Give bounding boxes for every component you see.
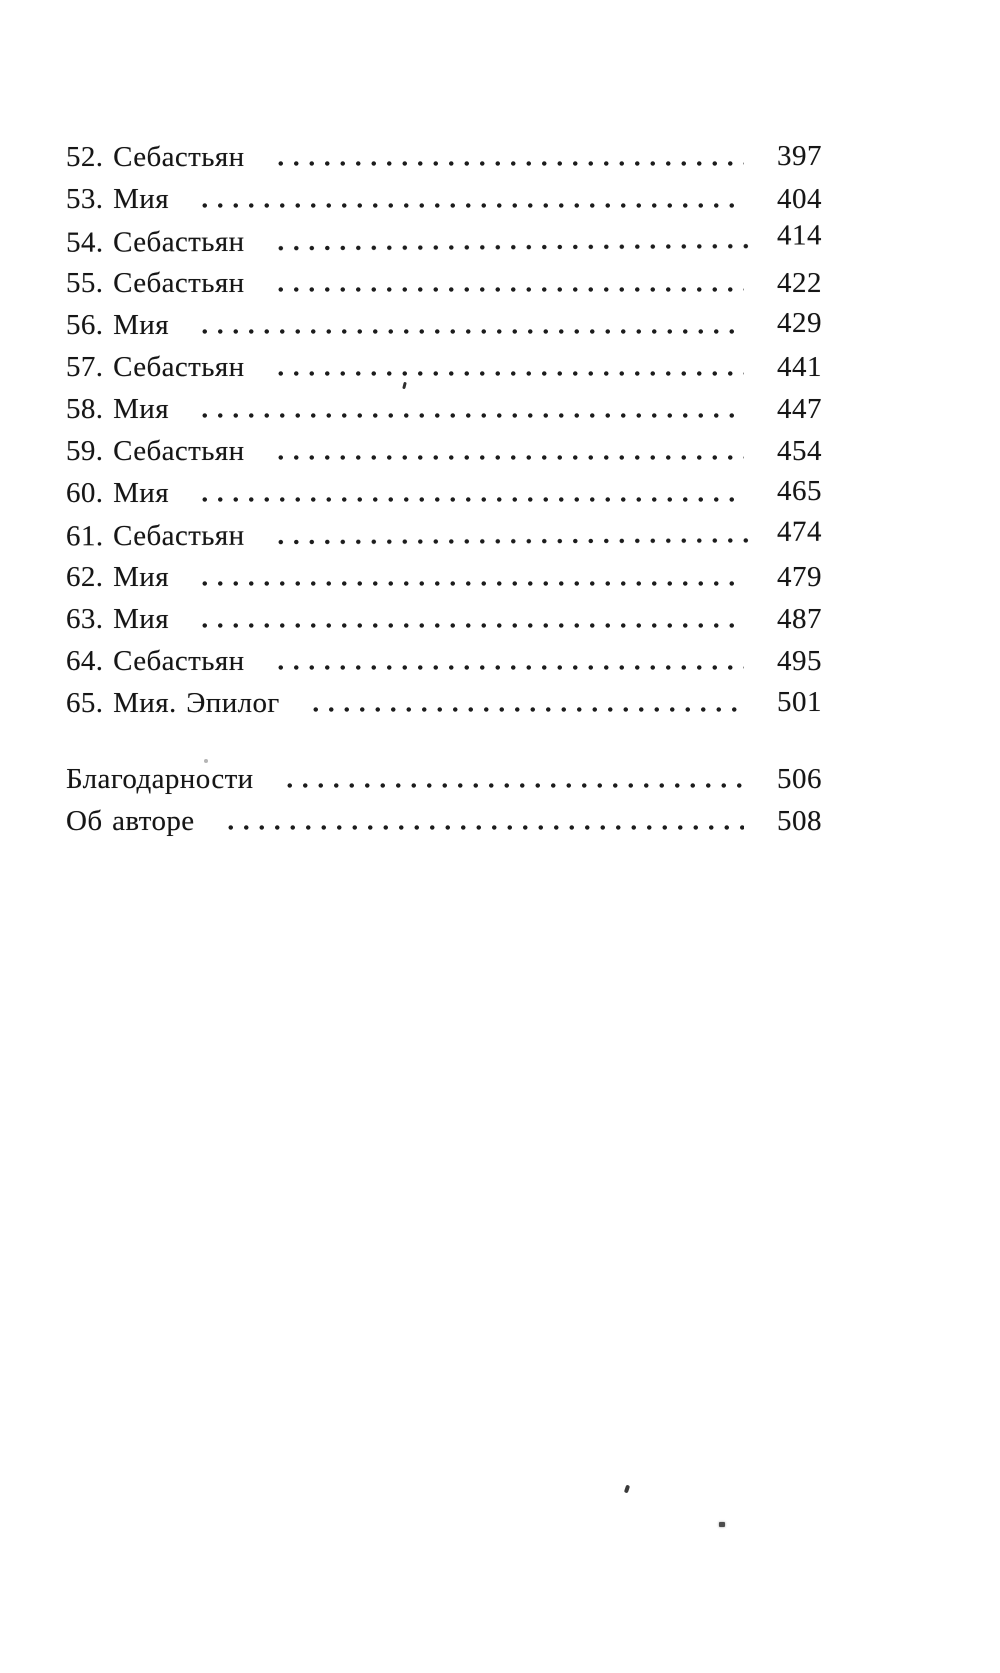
toc-entry-title: 62. Мия bbox=[66, 561, 169, 593]
dot-leader bbox=[197, 413, 744, 418]
toc-entry bbox=[66, 507, 822, 552]
dot-leader bbox=[273, 287, 744, 292]
toc-entry-page: 474 bbox=[776, 515, 823, 548]
toc-entry-title: Об авторе bbox=[66, 805, 195, 837]
toc-entry bbox=[66, 424, 822, 466]
toc-entry bbox=[66, 130, 822, 172]
toc-entry-title: 63. Мия bbox=[66, 603, 169, 635]
dot-leader bbox=[273, 371, 744, 376]
toc-entry bbox=[66, 676, 822, 718]
toc-entry-page: 508 bbox=[777, 805, 822, 837]
toc-entry-page: 422 bbox=[777, 267, 822, 299]
toc-entry-page: 479 bbox=[777, 561, 822, 593]
scan-speck bbox=[204, 759, 208, 763]
toc-entry-page: 506 bbox=[777, 763, 822, 795]
toc-entry-page: 495 bbox=[777, 645, 822, 677]
toc-entry-page: 441 bbox=[777, 351, 822, 383]
toc-entry bbox=[66, 298, 822, 340]
toc-entry-page: 454 bbox=[777, 435, 822, 467]
dot-leader bbox=[197, 581, 744, 586]
toc-entry bbox=[66, 550, 822, 592]
toc-backmatter-list bbox=[66, 752, 822, 836]
toc-entry bbox=[66, 340, 822, 382]
dot-leader bbox=[273, 244, 756, 251]
toc-entry-title: 65. Мия. Эпилог bbox=[66, 687, 280, 719]
dot-leader bbox=[282, 783, 744, 788]
toc-entry-title: 58. Мия bbox=[66, 393, 169, 425]
dot-leader bbox=[273, 665, 744, 670]
dot-leader bbox=[197, 329, 744, 334]
dot-leader bbox=[273, 161, 744, 166]
toc-entry-title: 52. Себастьян bbox=[66, 141, 245, 173]
toc-entry-page: 404 bbox=[777, 183, 822, 215]
dot-leader bbox=[273, 538, 754, 545]
dot-leader bbox=[308, 707, 744, 712]
toc-entry-page: 414 bbox=[776, 219, 823, 252]
toc-entry bbox=[66, 382, 822, 424]
toc-entry-title: 53. Мия bbox=[66, 183, 169, 215]
toc-entry-page: 487 bbox=[777, 603, 822, 635]
dot-leader bbox=[223, 825, 744, 830]
toc-entry-title: 56. Мия bbox=[66, 309, 169, 341]
scan-speck bbox=[624, 1485, 630, 1494]
dot-leader bbox=[197, 623, 744, 628]
toc-entry-page: 447 bbox=[777, 393, 822, 425]
toc-entry-page: 397 bbox=[777, 140, 822, 172]
toc-entry bbox=[66, 466, 822, 508]
toc-entry bbox=[66, 794, 822, 836]
toc-entry bbox=[66, 634, 822, 676]
toc-entry-title: 59. Себастьян bbox=[66, 435, 245, 467]
toc-entry bbox=[66, 212, 822, 257]
toc-entry-title: 61. Себастьян bbox=[65, 519, 245, 553]
toc-entry bbox=[66, 172, 822, 214]
dot-leader bbox=[197, 203, 744, 208]
dot-leader bbox=[273, 455, 744, 460]
toc-entry-title: 57. Себастьян bbox=[66, 351, 245, 383]
toc-chapter-list bbox=[66, 130, 822, 718]
dot-leader bbox=[197, 497, 744, 502]
scan-speck bbox=[719, 1522, 725, 1527]
toc-entry-title: 64. Себастьян bbox=[66, 645, 245, 677]
toc-entry-page: 465 bbox=[777, 475, 822, 507]
toc-entry bbox=[66, 752, 822, 794]
toc-entry bbox=[66, 256, 822, 298]
table-of-contents bbox=[66, 130, 822, 836]
toc-entry-page: 501 bbox=[777, 686, 822, 718]
toc-entry-title: 55. Себастьян bbox=[66, 267, 245, 299]
toc-entry bbox=[66, 592, 822, 634]
toc-entry-title: 54. Себастьян bbox=[65, 225, 245, 259]
toc-entry-page: 429 bbox=[777, 307, 822, 339]
toc-entry-title: Благодарности bbox=[66, 763, 254, 795]
toc-entry-title: 60. Мия bbox=[66, 477, 169, 509]
